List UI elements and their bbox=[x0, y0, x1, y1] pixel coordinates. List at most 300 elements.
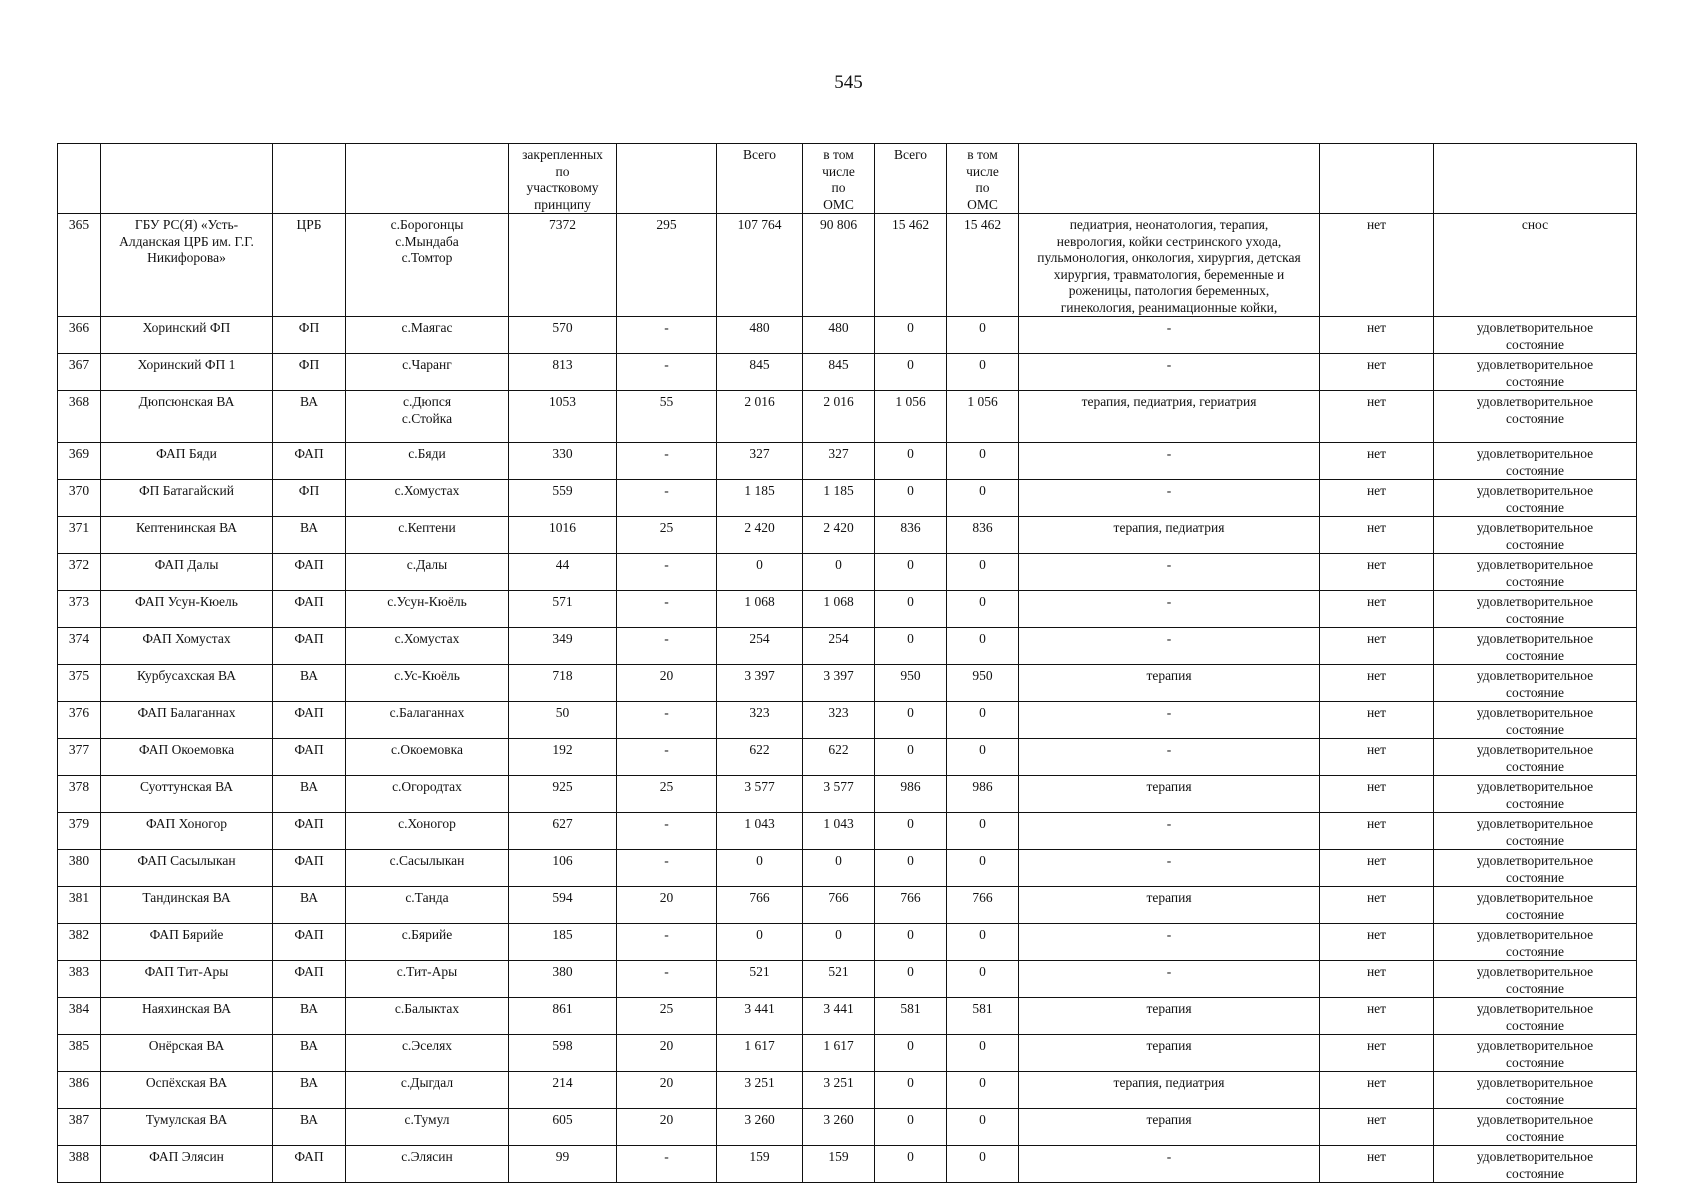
beds-cell: - bbox=[617, 628, 717, 665]
row-number-cell: 372 bbox=[58, 554, 101, 591]
beds-total-cell: 0 bbox=[875, 1146, 947, 1183]
extra-cell: нет bbox=[1320, 554, 1434, 591]
extra-cell: нет bbox=[1320, 776, 1434, 813]
attached-population-cell: 7372 bbox=[509, 214, 617, 317]
header-cell bbox=[617, 144, 717, 214]
facility-type-cell: ФП bbox=[273, 317, 346, 354]
extra-cell: нет bbox=[1320, 628, 1434, 665]
profiles-cell: терапия bbox=[1019, 776, 1320, 813]
profiles-cell: - bbox=[1019, 961, 1320, 998]
beds-total-cell: 0 bbox=[875, 317, 947, 354]
facility-name-cell: ФАП Хомустах bbox=[101, 628, 273, 665]
area-oms-cell: 3 577 bbox=[803, 776, 875, 813]
attached-population-cell: 44 bbox=[509, 554, 617, 591]
beds-oms-cell: 0 bbox=[947, 1072, 1019, 1109]
profiles-cell: терапия bbox=[1019, 887, 1320, 924]
condition-cell: удовлетворительное состояние bbox=[1434, 813, 1637, 850]
header-cell: в том числе по ОМС bbox=[947, 144, 1019, 214]
area-oms-cell: 0 bbox=[803, 850, 875, 887]
attached-population-cell: 571 bbox=[509, 591, 617, 628]
profiles-cell: - bbox=[1019, 1146, 1320, 1183]
area-total-cell: 3 251 bbox=[717, 1072, 803, 1109]
profiles-cell: терапия, педиатрия, гериатрия bbox=[1019, 391, 1320, 443]
facility-name-cell: ФАП Элясин bbox=[101, 1146, 273, 1183]
attached-population-cell: 214 bbox=[509, 1072, 617, 1109]
extra-cell: нет bbox=[1320, 317, 1434, 354]
area-total-cell: 159 bbox=[717, 1146, 803, 1183]
beds-total-cell: 766 bbox=[875, 887, 947, 924]
facility-name-cell: ФАП Далы bbox=[101, 554, 273, 591]
extra-cell: нет bbox=[1320, 887, 1434, 924]
facility-type-cell: ВА bbox=[273, 1035, 346, 1072]
settlement-cell: с.Огородтах bbox=[346, 776, 509, 813]
facility-type-cell: ФАП bbox=[273, 554, 346, 591]
facility-name-cell: ФАП Бяди bbox=[101, 443, 273, 480]
row-number-cell: 382 bbox=[58, 924, 101, 961]
beds-cell: - bbox=[617, 317, 717, 354]
attached-population-cell: 605 bbox=[509, 1109, 617, 1146]
facility-name-cell: ФАП Балаганнах bbox=[101, 702, 273, 739]
area-oms-cell: 2 016 bbox=[803, 391, 875, 443]
header-cell bbox=[346, 144, 509, 214]
extra-cell: нет bbox=[1320, 739, 1434, 776]
header-cell bbox=[273, 144, 346, 214]
condition-cell: удовлетворительное состояние bbox=[1434, 998, 1637, 1035]
beds-oms-cell: 0 bbox=[947, 850, 1019, 887]
table-row bbox=[58, 1035, 1637, 1072]
settlement-cell: с.Чаранг bbox=[346, 354, 509, 391]
row-number-cell: 380 bbox=[58, 850, 101, 887]
attached-population-cell: 594 bbox=[509, 887, 617, 924]
facility-name-cell: Тандинская ВА bbox=[101, 887, 273, 924]
row-number-cell: 378 bbox=[58, 776, 101, 813]
attached-population-cell: 559 bbox=[509, 480, 617, 517]
beds-cell: 295 bbox=[617, 214, 717, 317]
table-row bbox=[58, 1109, 1637, 1146]
settlement-cell: с.Кептени bbox=[346, 517, 509, 554]
facility-name-cell: Хоринский ФП 1 bbox=[101, 354, 273, 391]
beds-oms-cell: 986 bbox=[947, 776, 1019, 813]
beds-total-cell: 0 bbox=[875, 961, 947, 998]
beds-oms-cell: 0 bbox=[947, 317, 1019, 354]
area-oms-cell: 159 bbox=[803, 1146, 875, 1183]
header-cell: Всего bbox=[875, 144, 947, 214]
area-total-cell: 622 bbox=[717, 739, 803, 776]
row-number-cell: 369 bbox=[58, 443, 101, 480]
row-number-cell: 368 bbox=[58, 391, 101, 443]
attached-population-cell: 598 bbox=[509, 1035, 617, 1072]
table-row bbox=[58, 702, 1637, 739]
extra-cell: нет bbox=[1320, 961, 1434, 998]
table-row bbox=[58, 443, 1637, 480]
row-number-cell: 375 bbox=[58, 665, 101, 702]
beds-oms-cell: 0 bbox=[947, 739, 1019, 776]
attached-population-cell: 50 bbox=[509, 702, 617, 739]
beds-total-cell: 15 462 bbox=[875, 214, 947, 317]
facility-name-cell: ФАП Бярийе bbox=[101, 924, 273, 961]
facility-name-cell: ФАП Хоногор bbox=[101, 813, 273, 850]
condition-cell: удовлетворительное состояние bbox=[1434, 776, 1637, 813]
condition-cell: удовлетворительное состояние bbox=[1434, 924, 1637, 961]
beds-cell: - bbox=[617, 480, 717, 517]
facility-name-cell: ФП Батагайский bbox=[101, 480, 273, 517]
attached-population-cell: 349 bbox=[509, 628, 617, 665]
condition-cell: удовлетворительное состояние bbox=[1434, 1146, 1637, 1183]
attached-population-cell: 99 bbox=[509, 1146, 617, 1183]
profiles-cell: терапия, педиатрия bbox=[1019, 517, 1320, 554]
row-number-cell: 373 bbox=[58, 591, 101, 628]
row-number-cell: 377 bbox=[58, 739, 101, 776]
area-oms-cell: 766 bbox=[803, 887, 875, 924]
beds-total-cell: 0 bbox=[875, 702, 947, 739]
extra-cell: нет bbox=[1320, 391, 1434, 443]
facility-name-cell: Тумулская ВА bbox=[101, 1109, 273, 1146]
beds-total-cell: 0 bbox=[875, 739, 947, 776]
beds-cell: - bbox=[617, 961, 717, 998]
table-row bbox=[58, 850, 1637, 887]
beds-cell: - bbox=[617, 813, 717, 850]
extra-cell: нет bbox=[1320, 998, 1434, 1035]
settlement-cell: с.Далы bbox=[346, 554, 509, 591]
facility-type-cell: ФАП bbox=[273, 702, 346, 739]
condition-cell: удовлетворительное состояние bbox=[1434, 443, 1637, 480]
profiles-cell: - bbox=[1019, 924, 1320, 961]
profiles-cell: - bbox=[1019, 554, 1320, 591]
beds-cell: 25 bbox=[617, 998, 717, 1035]
settlement-cell: с.Бяди bbox=[346, 443, 509, 480]
profiles-cell: педиатрия, неонатология, терапия, неврология, койки сестринского ухода, пульмонология, онкология, хирургия, детская хирургия, травматология, беременные и роженицы, патология беременных, гинекология, реанимационные койки, bbox=[1019, 214, 1320, 317]
area-oms-cell: 1 043 bbox=[803, 813, 875, 850]
area-total-cell: 107 764 bbox=[717, 214, 803, 317]
area-oms-cell: 90 806 bbox=[803, 214, 875, 317]
table-row bbox=[58, 214, 1637, 317]
table-row bbox=[58, 1072, 1637, 1109]
facility-type-cell: ВА bbox=[273, 665, 346, 702]
facility-type-cell: ФАП bbox=[273, 850, 346, 887]
beds-oms-cell: 0 bbox=[947, 924, 1019, 961]
area-total-cell: 0 bbox=[717, 554, 803, 591]
area-total-cell: 3 260 bbox=[717, 1109, 803, 1146]
beds-total-cell: 0 bbox=[875, 1072, 947, 1109]
beds-oms-cell: 0 bbox=[947, 961, 1019, 998]
area-total-cell: 327 bbox=[717, 443, 803, 480]
table-row bbox=[58, 354, 1637, 391]
extra-cell: нет bbox=[1320, 850, 1434, 887]
profiles-cell: - bbox=[1019, 480, 1320, 517]
beds-total-cell: 0 bbox=[875, 924, 947, 961]
settlement-cell: с.Тит-Ары bbox=[346, 961, 509, 998]
beds-cell: - bbox=[617, 1146, 717, 1183]
row-number-cell: 381 bbox=[58, 887, 101, 924]
attached-population-cell: 570 bbox=[509, 317, 617, 354]
facility-name-cell: Оспёхская ВА bbox=[101, 1072, 273, 1109]
area-total-cell: 3 441 bbox=[717, 998, 803, 1035]
settlement-cell: с.Балыктах bbox=[346, 998, 509, 1035]
settlement-cell: с.Бярийе bbox=[346, 924, 509, 961]
condition-cell: удовлетворительное состояние bbox=[1434, 1109, 1637, 1146]
table-header-row bbox=[58, 144, 1637, 214]
table-row bbox=[58, 554, 1637, 591]
condition-cell: удовлетворительное состояние bbox=[1434, 887, 1637, 924]
attached-population-cell: 627 bbox=[509, 813, 617, 850]
header-cell: закрепленных по участковому принципу bbox=[509, 144, 617, 214]
facility-type-cell: ФАП bbox=[273, 924, 346, 961]
area-oms-cell: 3 397 bbox=[803, 665, 875, 702]
area-oms-cell: 1 617 bbox=[803, 1035, 875, 1072]
area-oms-cell: 327 bbox=[803, 443, 875, 480]
row-number-cell: 365 bbox=[58, 214, 101, 317]
condition-cell: удовлетворительное состояние bbox=[1434, 628, 1637, 665]
settlement-cell: с.Дыгдал bbox=[346, 1072, 509, 1109]
settlement-cell: с.Эселях bbox=[346, 1035, 509, 1072]
beds-oms-cell: 0 bbox=[947, 628, 1019, 665]
row-number-cell: 370 bbox=[58, 480, 101, 517]
area-oms-cell: 622 bbox=[803, 739, 875, 776]
area-total-cell: 0 bbox=[717, 924, 803, 961]
area-total-cell: 254 bbox=[717, 628, 803, 665]
facility-type-cell: ФАП bbox=[273, 813, 346, 850]
table-row bbox=[58, 776, 1637, 813]
facility-type-cell: ФАП bbox=[273, 591, 346, 628]
area-total-cell: 2 016 bbox=[717, 391, 803, 443]
page-number: 545 bbox=[834, 72, 863, 93]
beds-oms-cell: 0 bbox=[947, 813, 1019, 850]
condition-cell: удовлетворительное состояние bbox=[1434, 665, 1637, 702]
profiles-cell: - bbox=[1019, 591, 1320, 628]
facility-name-cell: Онёрская ВА bbox=[101, 1035, 273, 1072]
condition-cell: удовлетворительное состояние bbox=[1434, 317, 1637, 354]
beds-cell: - bbox=[617, 850, 717, 887]
settlement-cell: с.Тумул bbox=[346, 1109, 509, 1146]
table-row bbox=[58, 813, 1637, 850]
beds-cell: - bbox=[617, 739, 717, 776]
beds-oms-cell: 0 bbox=[947, 554, 1019, 591]
beds-total-cell: 0 bbox=[875, 480, 947, 517]
header-cell bbox=[58, 144, 101, 214]
area-total-cell: 3 397 bbox=[717, 665, 803, 702]
table-row bbox=[58, 391, 1637, 443]
header-cell: Всего bbox=[717, 144, 803, 214]
facility-name-cell: Курбусахская ВА bbox=[101, 665, 273, 702]
area-total-cell: 1 617 bbox=[717, 1035, 803, 1072]
row-number-cell: 371 bbox=[58, 517, 101, 554]
beds-total-cell: 0 bbox=[875, 1109, 947, 1146]
extra-cell: нет bbox=[1320, 354, 1434, 391]
condition-cell: удовлетворительное состояние bbox=[1434, 961, 1637, 998]
settlement-cell: с.Дюпся с.Стойка bbox=[346, 391, 509, 443]
area-total-cell: 1 185 bbox=[717, 480, 803, 517]
facility-type-cell: ВА bbox=[273, 776, 346, 813]
profiles-cell: - bbox=[1019, 628, 1320, 665]
row-number-cell: 376 bbox=[58, 702, 101, 739]
condition-cell: снос bbox=[1434, 214, 1637, 317]
facility-name-cell: Наяхинская ВА bbox=[101, 998, 273, 1035]
beds-oms-cell: 0 bbox=[947, 1109, 1019, 1146]
table-row bbox=[58, 317, 1637, 354]
profiles-cell: - bbox=[1019, 850, 1320, 887]
beds-total-cell: 986 bbox=[875, 776, 947, 813]
profiles-cell: - bbox=[1019, 702, 1320, 739]
row-number-cell: 374 bbox=[58, 628, 101, 665]
row-number-cell: 388 bbox=[58, 1146, 101, 1183]
facility-name-cell: ФАП Усун-Кюель bbox=[101, 591, 273, 628]
extra-cell: нет bbox=[1320, 1109, 1434, 1146]
header-cell bbox=[1019, 144, 1320, 214]
attached-population-cell: 718 bbox=[509, 665, 617, 702]
facility-type-cell: ВА bbox=[273, 1109, 346, 1146]
area-total-cell: 480 bbox=[717, 317, 803, 354]
header-cell bbox=[101, 144, 273, 214]
profiles-cell: - bbox=[1019, 813, 1320, 850]
extra-cell: нет bbox=[1320, 1035, 1434, 1072]
area-oms-cell: 845 bbox=[803, 354, 875, 391]
table-row bbox=[58, 887, 1637, 924]
table-row bbox=[58, 998, 1637, 1035]
row-number-cell: 379 bbox=[58, 813, 101, 850]
settlement-cell: с.Хоногор bbox=[346, 813, 509, 850]
beds-total-cell: 0 bbox=[875, 554, 947, 591]
table-row bbox=[58, 924, 1637, 961]
area-oms-cell: 480 bbox=[803, 317, 875, 354]
beds-cell: 55 bbox=[617, 391, 717, 443]
beds-total-cell: 0 bbox=[875, 591, 947, 628]
facility-name-cell: ФАП Окоемовка bbox=[101, 739, 273, 776]
extra-cell: нет bbox=[1320, 1072, 1434, 1109]
beds-cell: - bbox=[617, 443, 717, 480]
beds-cell: - bbox=[617, 702, 717, 739]
beds-oms-cell: 0 bbox=[947, 354, 1019, 391]
row-number-cell: 366 bbox=[58, 317, 101, 354]
area-oms-cell: 3 260 bbox=[803, 1109, 875, 1146]
beds-total-cell: 0 bbox=[875, 354, 947, 391]
facility-type-cell: ВА bbox=[273, 887, 346, 924]
attached-population-cell: 861 bbox=[509, 998, 617, 1035]
beds-oms-cell: 0 bbox=[947, 443, 1019, 480]
profiles-cell: терапия bbox=[1019, 665, 1320, 702]
row-number-cell: 387 bbox=[58, 1109, 101, 1146]
profiles-cell: терапия bbox=[1019, 1109, 1320, 1146]
settlement-cell: с.Элясин bbox=[346, 1146, 509, 1183]
header-cell bbox=[1320, 144, 1434, 214]
condition-cell: удовлетворительное состояние bbox=[1434, 480, 1637, 517]
beds-total-cell: 836 bbox=[875, 517, 947, 554]
facility-name-cell: ФАП Тит-Ары bbox=[101, 961, 273, 998]
beds-oms-cell: 950 bbox=[947, 665, 1019, 702]
profiles-cell: терапия bbox=[1019, 998, 1320, 1035]
condition-cell: удовлетворительное состояние bbox=[1434, 1072, 1637, 1109]
facility-type-cell: ВА bbox=[273, 517, 346, 554]
beds-oms-cell: 0 bbox=[947, 591, 1019, 628]
area-total-cell: 845 bbox=[717, 354, 803, 391]
condition-cell: удовлетворительное состояние bbox=[1434, 702, 1637, 739]
settlement-cell: с.Балаганнах bbox=[346, 702, 509, 739]
row-number-cell: 383 bbox=[58, 961, 101, 998]
table-row bbox=[58, 665, 1637, 702]
facility-type-cell: ФАП bbox=[273, 961, 346, 998]
profiles-cell: - bbox=[1019, 739, 1320, 776]
beds-total-cell: 1 056 bbox=[875, 391, 947, 443]
extra-cell: нет bbox=[1320, 702, 1434, 739]
beds-oms-cell: 836 bbox=[947, 517, 1019, 554]
extra-cell: нет bbox=[1320, 591, 1434, 628]
area-oms-cell: 3 251 bbox=[803, 1072, 875, 1109]
beds-cell: 20 bbox=[617, 887, 717, 924]
area-total-cell: 766 bbox=[717, 887, 803, 924]
area-oms-cell: 0 bbox=[803, 554, 875, 591]
facility-name-cell: Кептенинская ВА bbox=[101, 517, 273, 554]
settlement-cell: с.Окоемовка bbox=[346, 739, 509, 776]
table-row bbox=[58, 961, 1637, 998]
facility-type-cell: ВА bbox=[273, 998, 346, 1035]
beds-oms-cell: 581 bbox=[947, 998, 1019, 1035]
area-total-cell: 1 068 bbox=[717, 591, 803, 628]
facility-name-cell: Суоттунская ВА bbox=[101, 776, 273, 813]
extra-cell: нет bbox=[1320, 517, 1434, 554]
row-number-cell: 384 bbox=[58, 998, 101, 1035]
table-row bbox=[58, 1146, 1637, 1183]
profiles-cell: терапия bbox=[1019, 1035, 1320, 1072]
attached-population-cell: 1016 bbox=[509, 517, 617, 554]
area-oms-cell: 521 bbox=[803, 961, 875, 998]
area-total-cell: 521 bbox=[717, 961, 803, 998]
facility-name-cell: ФАП Сасылыкан bbox=[101, 850, 273, 887]
facility-name-cell: ГБУ РС(Я) «Усть- Алданская ЦРБ им. Г.Г. Никифорова» bbox=[101, 214, 273, 317]
beds-total-cell: 950 bbox=[875, 665, 947, 702]
beds-cell: 25 bbox=[617, 776, 717, 813]
table-row bbox=[58, 628, 1637, 665]
settlement-cell: с.Хомустах bbox=[346, 628, 509, 665]
area-total-cell: 3 577 bbox=[717, 776, 803, 813]
profiles-cell: - bbox=[1019, 354, 1320, 391]
attached-population-cell: 925 bbox=[509, 776, 617, 813]
beds-oms-cell: 766 bbox=[947, 887, 1019, 924]
table-row bbox=[58, 591, 1637, 628]
condition-cell: удовлетворительное состояние bbox=[1434, 1035, 1637, 1072]
attached-population-cell: 192 bbox=[509, 739, 617, 776]
beds-total-cell: 0 bbox=[875, 813, 947, 850]
row-number-cell: 386 bbox=[58, 1072, 101, 1109]
attached-population-cell: 330 bbox=[509, 443, 617, 480]
beds-total-cell: 0 bbox=[875, 850, 947, 887]
settlement-cell: с.Ус-Кюёль bbox=[346, 665, 509, 702]
condition-cell: удовлетворительное состояние bbox=[1434, 517, 1637, 554]
attached-population-cell: 380 bbox=[509, 961, 617, 998]
facility-name-cell: Дюпсюнская ВА bbox=[101, 391, 273, 443]
attached-population-cell: 1053 bbox=[509, 391, 617, 443]
profiles-cell: - bbox=[1019, 443, 1320, 480]
area-oms-cell: 0 bbox=[803, 924, 875, 961]
extra-cell: нет bbox=[1320, 443, 1434, 480]
header-cell: в том числе по ОМС bbox=[803, 144, 875, 214]
condition-cell: удовлетворительное состояние bbox=[1434, 391, 1637, 443]
extra-cell: нет bbox=[1320, 214, 1434, 317]
condition-cell: удовлетворительное состояние bbox=[1434, 354, 1637, 391]
facility-type-cell: ЦРБ bbox=[273, 214, 346, 317]
beds-oms-cell: 0 bbox=[947, 480, 1019, 517]
header-cell bbox=[1434, 144, 1637, 214]
table-row bbox=[58, 517, 1637, 554]
facility-type-cell: ФАП bbox=[273, 628, 346, 665]
attached-population-cell: 185 bbox=[509, 924, 617, 961]
beds-cell: 20 bbox=[617, 1072, 717, 1109]
condition-cell: удовлетворительное состояние bbox=[1434, 591, 1637, 628]
facility-type-cell: ФАП bbox=[273, 739, 346, 776]
extra-cell: нет bbox=[1320, 480, 1434, 517]
facilities-table bbox=[57, 143, 1637, 1183]
area-total-cell: 2 420 bbox=[717, 517, 803, 554]
beds-cell: - bbox=[617, 924, 717, 961]
beds-cell: 20 bbox=[617, 665, 717, 702]
